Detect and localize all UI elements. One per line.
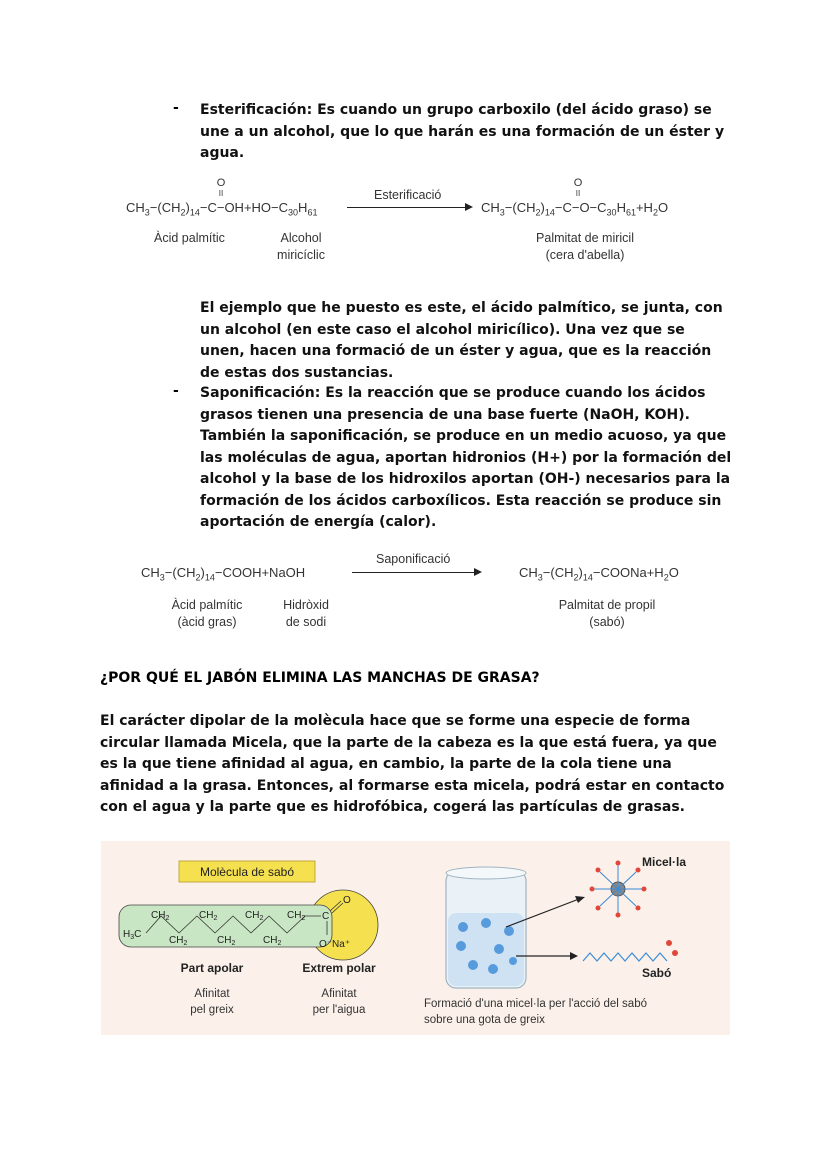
ch2-label: $CH_2$ [169, 935, 188, 947]
ch2-label: $CH_2$ [217, 935, 236, 947]
arrow-label: Saponificació [376, 552, 451, 566]
bullet-dash: - [173, 100, 179, 116]
affinity-greix-line2: pel greix [190, 1004, 234, 1016]
product-formula: $CH_3-(CH_2)_{14}-C-O-C_{30}H_{61}+H_2O$ [481, 200, 669, 218]
caption-line1: Formació d'una micel·la per l'acció del sabó [424, 998, 647, 1010]
affinity-aigua-line1: Afinitat [321, 988, 357, 1000]
product-formula: $CH_3-(CH_2)_{14}-COONa+H_2O$ [519, 565, 679, 583]
arrow-label: Esterificació [374, 188, 442, 202]
example-paragraph: El ejemplo que he puesto es este, el ácido palmítico, se junta, con un alcohol (en este caso el alcohol miricílico). Una vez que se unen, hacen una formació de un éster y agua, que es la reacción de estas dos sustancias. [200, 300, 723, 381]
anion-label: O⁻Na⁺ [319, 939, 351, 950]
ch2-label: $CH_2$ [151, 910, 170, 922]
sabo-label: Sabó [642, 966, 672, 980]
carbon-label: C [322, 911, 330, 922]
label-hydroxide: Hidròxid de sodi [283, 598, 329, 629]
carbonyl-bond: II [218, 189, 224, 198]
part-apolar-label: Part apolar [180, 961, 244, 975]
reactant-formula: $CH_3-(CH_2)_{14}-C-OH+HO-C_{30}H_{61}$ [126, 200, 318, 218]
molecule-title: Molècula de sabó [199, 865, 295, 879]
soap-chain [583, 953, 667, 961]
caption-line2: sobre una gota de greix [424, 1014, 545, 1026]
figure-svg [101, 841, 730, 1035]
beaker-rim [446, 867, 526, 879]
soap-micelle-figure [101, 841, 730, 1035]
affinity-greix-line1: Afinitat [194, 988, 230, 1000]
h3c-label: $H_3C$ [123, 929, 142, 941]
saponification-paragraph: Saponificación: Es la reacción que se produce cuando los ácidos grasos tienen una presencia de una base fuerte (NaOH, KOH). También la saponificación, se produce en un medio acuoso, ya que las moléculas de agua, aportan hidronios (H+) por la formación del alcohol y la base de los hidroxilos aportan (OH-) necesarios para la formación de los ácidos carboxílicos. Esta reacción se produce sin aportación de energía (calor). [200, 385, 732, 530]
reaction-arrow [347, 207, 471, 208]
bullet-dash: - [173, 383, 179, 399]
oxygen-label: O [343, 895, 351, 906]
label-product: Palmitat de miricil (cera d'abella) [536, 231, 634, 262]
ch2-label: $CH_2$ [263, 935, 282, 947]
ch2-label: $CH_2$ [245, 910, 264, 922]
reactant-formula: $CH_3-(CH_2)_{14}-COOH+NaOH$ [141, 565, 306, 583]
section-heading: ¿POR QUÉ EL JABÓN ELIMINA LAS MANCHAS DE GRASA? [100, 670, 540, 686]
ch2-label: $CH_2$ [287, 910, 306, 922]
esterification-paragraph: Esterificación: Es cuando un grupo carboxilo (del ácido graso) se une a un alcohol, que lo que harán es una formación de un éster y agua. [200, 102, 725, 161]
label-acid-palmitic: Àcid palmític (àcid gras) [171, 598, 243, 629]
affinity-aigua-line2: per l'aigua [312, 1004, 366, 1016]
carbonyl-mark [216, 178, 226, 199]
label-acid-palmitic: Àcid palmític [154, 231, 225, 245]
extrem-polar-label: Extrem polar [302, 961, 376, 975]
carbonyl-mark: O II [573, 177, 583, 198]
micella-label: Micel·la [642, 855, 687, 869]
carbonyl-oxygen: O [216, 177, 226, 189]
reaction-arrow [352, 572, 480, 573]
label-alcohol: Alcohol miricíclic [277, 231, 325, 262]
label-product: Palmitat de propil (sabó) [558, 598, 656, 629]
ch2-label: $CH_2$ [199, 910, 218, 922]
micelle-diagram [590, 861, 647, 918]
explanation-paragraph: El carácter dipolar de la molècula hace que se forme una especie de forma circular llamada Micela, que la parte de la cabeza es la que está fuera, ya que es la que tiene afinidad al agua, en cambio, la parte de la cola tiene una afinidad a la grasa. Entonces, al formarse esta micela, podrá estar en contacto con el agua y la parte que es hidrofóbica, cogerá las partículas de grasas. [100, 713, 725, 815]
